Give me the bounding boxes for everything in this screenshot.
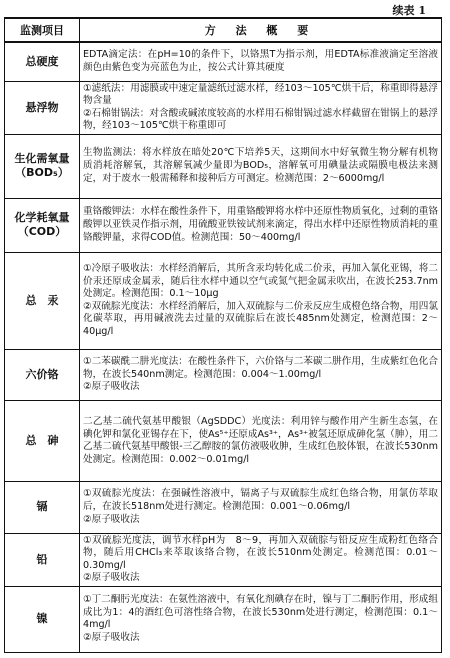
item-name	[5, 349, 80, 401]
item-name-line: 总硬度	[25, 54, 59, 68]
method-description	[80, 482, 442, 534]
item-name-line: 镍	[36, 612, 48, 626]
table-row	[5, 349, 442, 401]
table-row	[5, 482, 442, 534]
method-text: 二乙基二硫代氨基甲酸银（AgSDDC）光度法：利用锌与酸作用产生新生态氢，在碘化钾和氯化亚锡存在下，使As⁵⁺还原成As³⁺，As³⁺被氢还原成砷化氢（胂），用二乙基二硫代氨基甲酸银-三乙醇胺的氯仿液吸收胂，生成红色胶体银，在波长530nm处测定。检测范围：0.002～0.01mg/l	[83, 416, 438, 465]
item-name	[5, 586, 80, 652]
item-name	[5, 482, 80, 534]
item-name-line: 总 汞	[25, 293, 59, 307]
item-name	[5, 401, 80, 482]
continuation-label: 续表 1	[392, 4, 426, 17]
monitoring-methods-table	[4, 17, 442, 653]
item-name	[5, 81, 80, 134]
item-name	[5, 42, 80, 81]
method-text: 生物监测法：将水样放在暗处20℃下培养5天，这期间水中好氧微生物分解有机物质消耗溶解氧，其溶解氧减少量即为BOD₅，溶解氧可用碘量法或隔膜电极法来测定，对于废水一般需稀释和接种后方可测定。检测范围：2～6000mg/l	[83, 147, 438, 184]
item-name-line: 六价铬	[25, 368, 59, 382]
header-method: 方 法 概 要	[80, 18, 442, 42]
item-name-line: 悬浮物	[25, 100, 59, 114]
method-text: ①滤纸法：用滤膜或中速定量滤纸过滤水样，经103～105℃烘干后，称重即得悬浮物含量	[83, 82, 438, 107]
item-name-line: （COD）	[17, 225, 67, 239]
method-description	[80, 401, 442, 482]
method-text: EDTA滴定法：在pH=10的条件下，以铬黑T为指示剂，用EDTA标准液滴定至溶液颜色由紫色变为亮蓝色为止，按公式计算其硬度	[83, 49, 438, 73]
item-name	[5, 198, 80, 252]
method-description	[80, 42, 442, 81]
item-name-line: 镉	[36, 500, 48, 514]
method-text: 重铬酸钾法：水样在酸性条件下，用重铬酸钾将水样中还原性物质氧化，过剩的重铬酸钾以亚铁灵作指示剂，用硫酸亚铁铵试剂来滴定，得出水样中还原性物质消耗的重铬酸钾量，求得COD值。检测范围：50～400mg/l	[83, 206, 438, 243]
method-text: ②石棉钳锅法：对含酸或碱浓度较高的水样用石棉钳锅过滤水样截留在钳锅上的悬浮物，经103～105℃烘干称重即可	[83, 107, 438, 132]
method-text: ②原子吸收法	[83, 381, 140, 393]
item-name	[5, 252, 80, 349]
item-name-line: （BOD₅）	[15, 166, 69, 180]
table-row	[5, 198, 442, 252]
method-text: ②原子吸收法	[83, 631, 140, 643]
item-name-line: 总 砷	[25, 434, 59, 448]
method-description	[80, 533, 442, 586]
method-text: ①双硫腙光度法，调节水样pH为 8～9，再加入双硫腙与铅反应生成粉红色络合物，随后用CHCl₃来萃取该络合物，在波长510nm处测定。检测范围：0.01～0.30mg/l	[83, 534, 438, 571]
method-description	[80, 252, 442, 349]
method-text: ②原子吸收法	[83, 513, 140, 525]
table-row	[5, 401, 442, 482]
method-description	[80, 586, 442, 652]
item-name-line: 铅	[36, 552, 48, 566]
table-row	[5, 134, 442, 198]
method-description	[80, 349, 442, 401]
table-row	[5, 252, 442, 349]
table-row	[5, 586, 442, 652]
table-row	[5, 42, 442, 81]
method-text: ①双硫腙光度法：在强碱性溶液中，镉离子与双硫腙生成红色络合物，用氯仿萃取后，在波长518nm处进行测定。检测范围：0.001～0.06mg/l	[83, 488, 438, 513]
table-row	[5, 533, 442, 586]
method-description	[80, 134, 442, 198]
table-row	[5, 81, 442, 134]
item-name-line: 化学耗氧量	[14, 211, 70, 225]
method-text: ②双硫腙光度法：水样经消解后，加入双硫腙与二价汞反应生成橙色络合物，用四氯化碳萃取，再用碱液洗去过量的双硫腙后在波长485nm处测定，检测范围：2～40μg/l	[83, 300, 438, 337]
method-description	[80, 198, 442, 252]
item-name	[5, 134, 80, 198]
method-text: ①冷原子吸收法：水样经消解后，其所含汞均转化成二价汞，再加入氯化亚锡，将二价汞还原成金属汞，随后往水样中通以空气或氮气把金属汞吹出，在波长253.7nm处测定。检测范围：0.1～10μg	[83, 262, 438, 300]
item-name-line: 生化需氧量	[14, 152, 70, 166]
item-name	[5, 533, 80, 586]
method-text: ①二苯碳酰二肼光度法：在酸性条件下，六价铬与二苯碳二肼作用，生成紫红色化合物，在波长540nm测定。检测范围：0.004～1.00mg/l	[83, 356, 438, 380]
method-text: ②原子吸收法	[83, 572, 140, 584]
method-description	[80, 81, 442, 134]
header-item: 监测项目	[5, 18, 80, 42]
method-text: ①丁二酮肟光度法：在氨性溶液中，有氧化剂碘存在时，镍与丁二酮肟作用，形成组成比为1：4的酒红色可溶性络合物，在波长530nm处进行测定，检测范围：0.1～4mg/l	[83, 594, 438, 631]
table-header-row	[5, 18, 442, 42]
